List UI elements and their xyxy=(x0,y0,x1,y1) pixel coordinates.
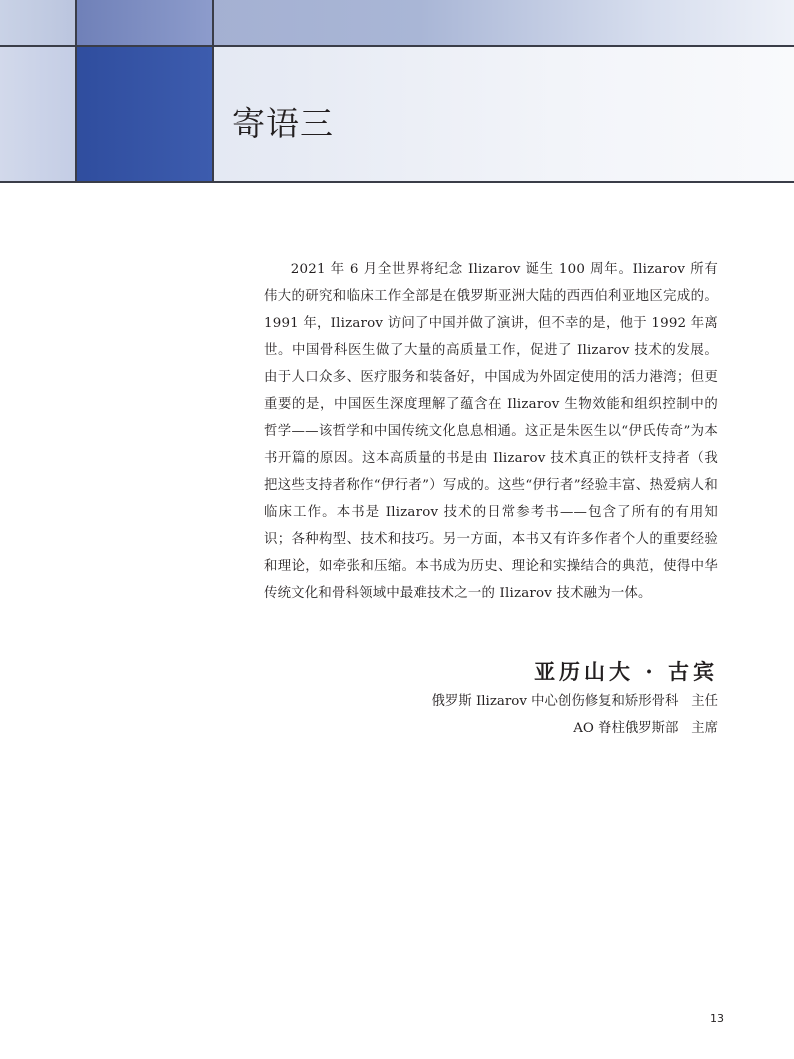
header-divider-bottom xyxy=(0,181,794,183)
header-top-accent-block xyxy=(75,0,213,46)
signature-title-line-2: AO 脊柱俄罗斯部 主席 xyxy=(573,721,718,736)
header-vertical-line-left xyxy=(75,0,77,183)
page-title: 寄语三 xyxy=(232,104,334,143)
page-number: 13 xyxy=(710,1012,724,1025)
header-vertical-line-right xyxy=(212,0,214,183)
header-light-block xyxy=(0,47,75,182)
signature-name: 亚历山大 · 古宾 xyxy=(534,659,718,684)
signature-title-line-1: 俄罗斯 Ilizarov 中心创伤修复和矫形骨科 主任 xyxy=(431,694,718,709)
header-dark-block xyxy=(75,47,213,182)
body-paragraph: 2021 年 6 月全世界将纪念 Ilizarov 诞生 100 周年。Ilizarov 所有伟大的研究和临床工作全部是在俄罗斯亚洲大陆的西西伯利亚地区完成的。1991 年，Ilizarov 访问了中国并做了演讲，但不幸的是，他于 1992 年离世。中国骨科医生做了大量的高质量工作，促进了 Ilizarov 技术的发展。由于人口众多、医疗服务和装备好，中国成为外固定使用的活力港湾；但更重要的是，中国医生深度理解了蕴含在 Ilizarov 生物效能和组织控制中的哲学——该哲学和中国传统文化息息相通。这正是朱医生以“伊氏传奇”为本书开篇的原因。这本高质量的书是由 Ilizarov 技术真正的铁杆支持者（我把这些支持者称作“伊行者”）写成的。这些“伊行者”经验丰富、热爱病人和临床工作。本书是 Ilizarov 技术的日常参考书——包含了所有的有用知识；各种构型、技术和技巧。另一方面，本书又有许多作者个人的重要经验和理论，如牵张和压缩。本书成为历史、理论和实操结合的典范，使得中华传统文化和骨科领域中最难技术之一的 Ilizarov 技术融为一体。 xyxy=(264,262,718,601)
